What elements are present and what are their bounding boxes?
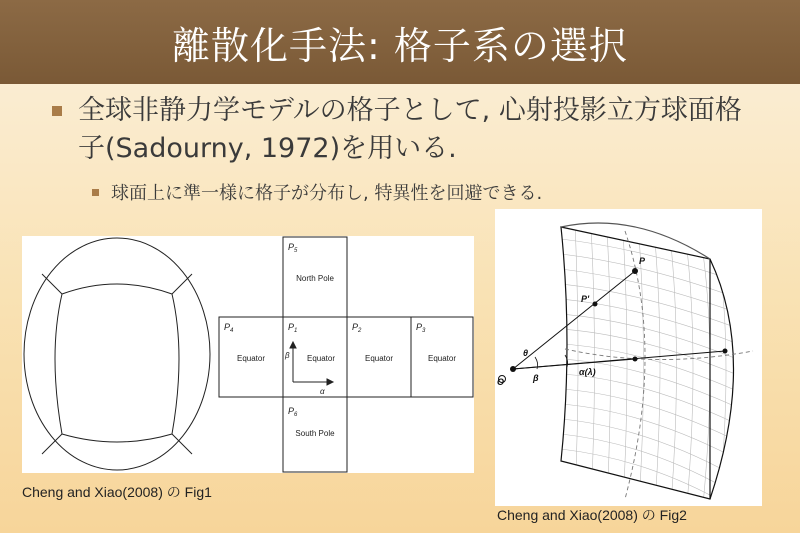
north-pole-label: North Pole bbox=[296, 274, 334, 283]
sub-bullet bbox=[92, 181, 732, 207]
svg-text:P6: $P_6$ bbox=[288, 406, 298, 418]
svg-text:P3: $P_3$ bbox=[416, 322, 426, 334]
label-p: P bbox=[639, 256, 646, 266]
cube-net-diagram bbox=[22, 236, 474, 473]
slide-title: 離散化手法: 格子系の選択 bbox=[172, 23, 628, 68]
svg-text:P1: $P_1$ bbox=[288, 322, 298, 334]
inner-face bbox=[55, 284, 179, 442]
label-p-prime: P' bbox=[581, 294, 590, 304]
origin-point bbox=[510, 366, 516, 372]
figure-cube-net bbox=[22, 236, 474, 473]
point-p-prime bbox=[593, 302, 598, 307]
south-pole-label: South Pole bbox=[295, 429, 335, 438]
equator-label-p2: Equator bbox=[364, 354, 394, 363]
equator-label-p4: Equator bbox=[236, 354, 266, 363]
sphere-outline bbox=[24, 238, 210, 470]
title-bar bbox=[0, 0, 800, 84]
label-o: O bbox=[497, 377, 505, 387]
main-bullet bbox=[44, 92, 764, 168]
figure-gnomonic-projection bbox=[495, 209, 762, 506]
svg-text:P4: $P_4$ bbox=[224, 322, 234, 334]
alpha-axis-label: α bbox=[320, 387, 325, 396]
svg-text:P5: $P_5$ bbox=[288, 242, 298, 254]
main-bullet-text: 全球非静力学モデルの格子として, 心射投影立方球面格子(Sadourny, 1972)を用いる. bbox=[78, 95, 742, 164]
beta-axis-label: β bbox=[285, 351, 290, 360]
equator-label-p3: Equator bbox=[427, 354, 457, 363]
sub-bullet-text: 球面上に準一様に格子が分布し, 特異性を回避できる. bbox=[111, 183, 543, 204]
square-bullet-icon bbox=[52, 106, 62, 116]
label-alpha-lambda: α(λ) bbox=[579, 367, 596, 377]
equator-label-p1: Equator bbox=[306, 354, 336, 363]
label-beta: β bbox=[533, 373, 539, 383]
gnomonic-diagram bbox=[495, 209, 762, 506]
label-theta: θ bbox=[523, 348, 529, 358]
figure1-caption: Cheng and Xiao(2008) の Fig1 bbox=[22, 484, 212, 500]
svg-text:P2: $P_2$ bbox=[352, 322, 362, 334]
figure2-caption: Cheng and Xiao(2008) の Fig2 bbox=[497, 507, 687, 523]
square-bullet-icon bbox=[92, 189, 99, 196]
point-p bbox=[632, 268, 638, 274]
